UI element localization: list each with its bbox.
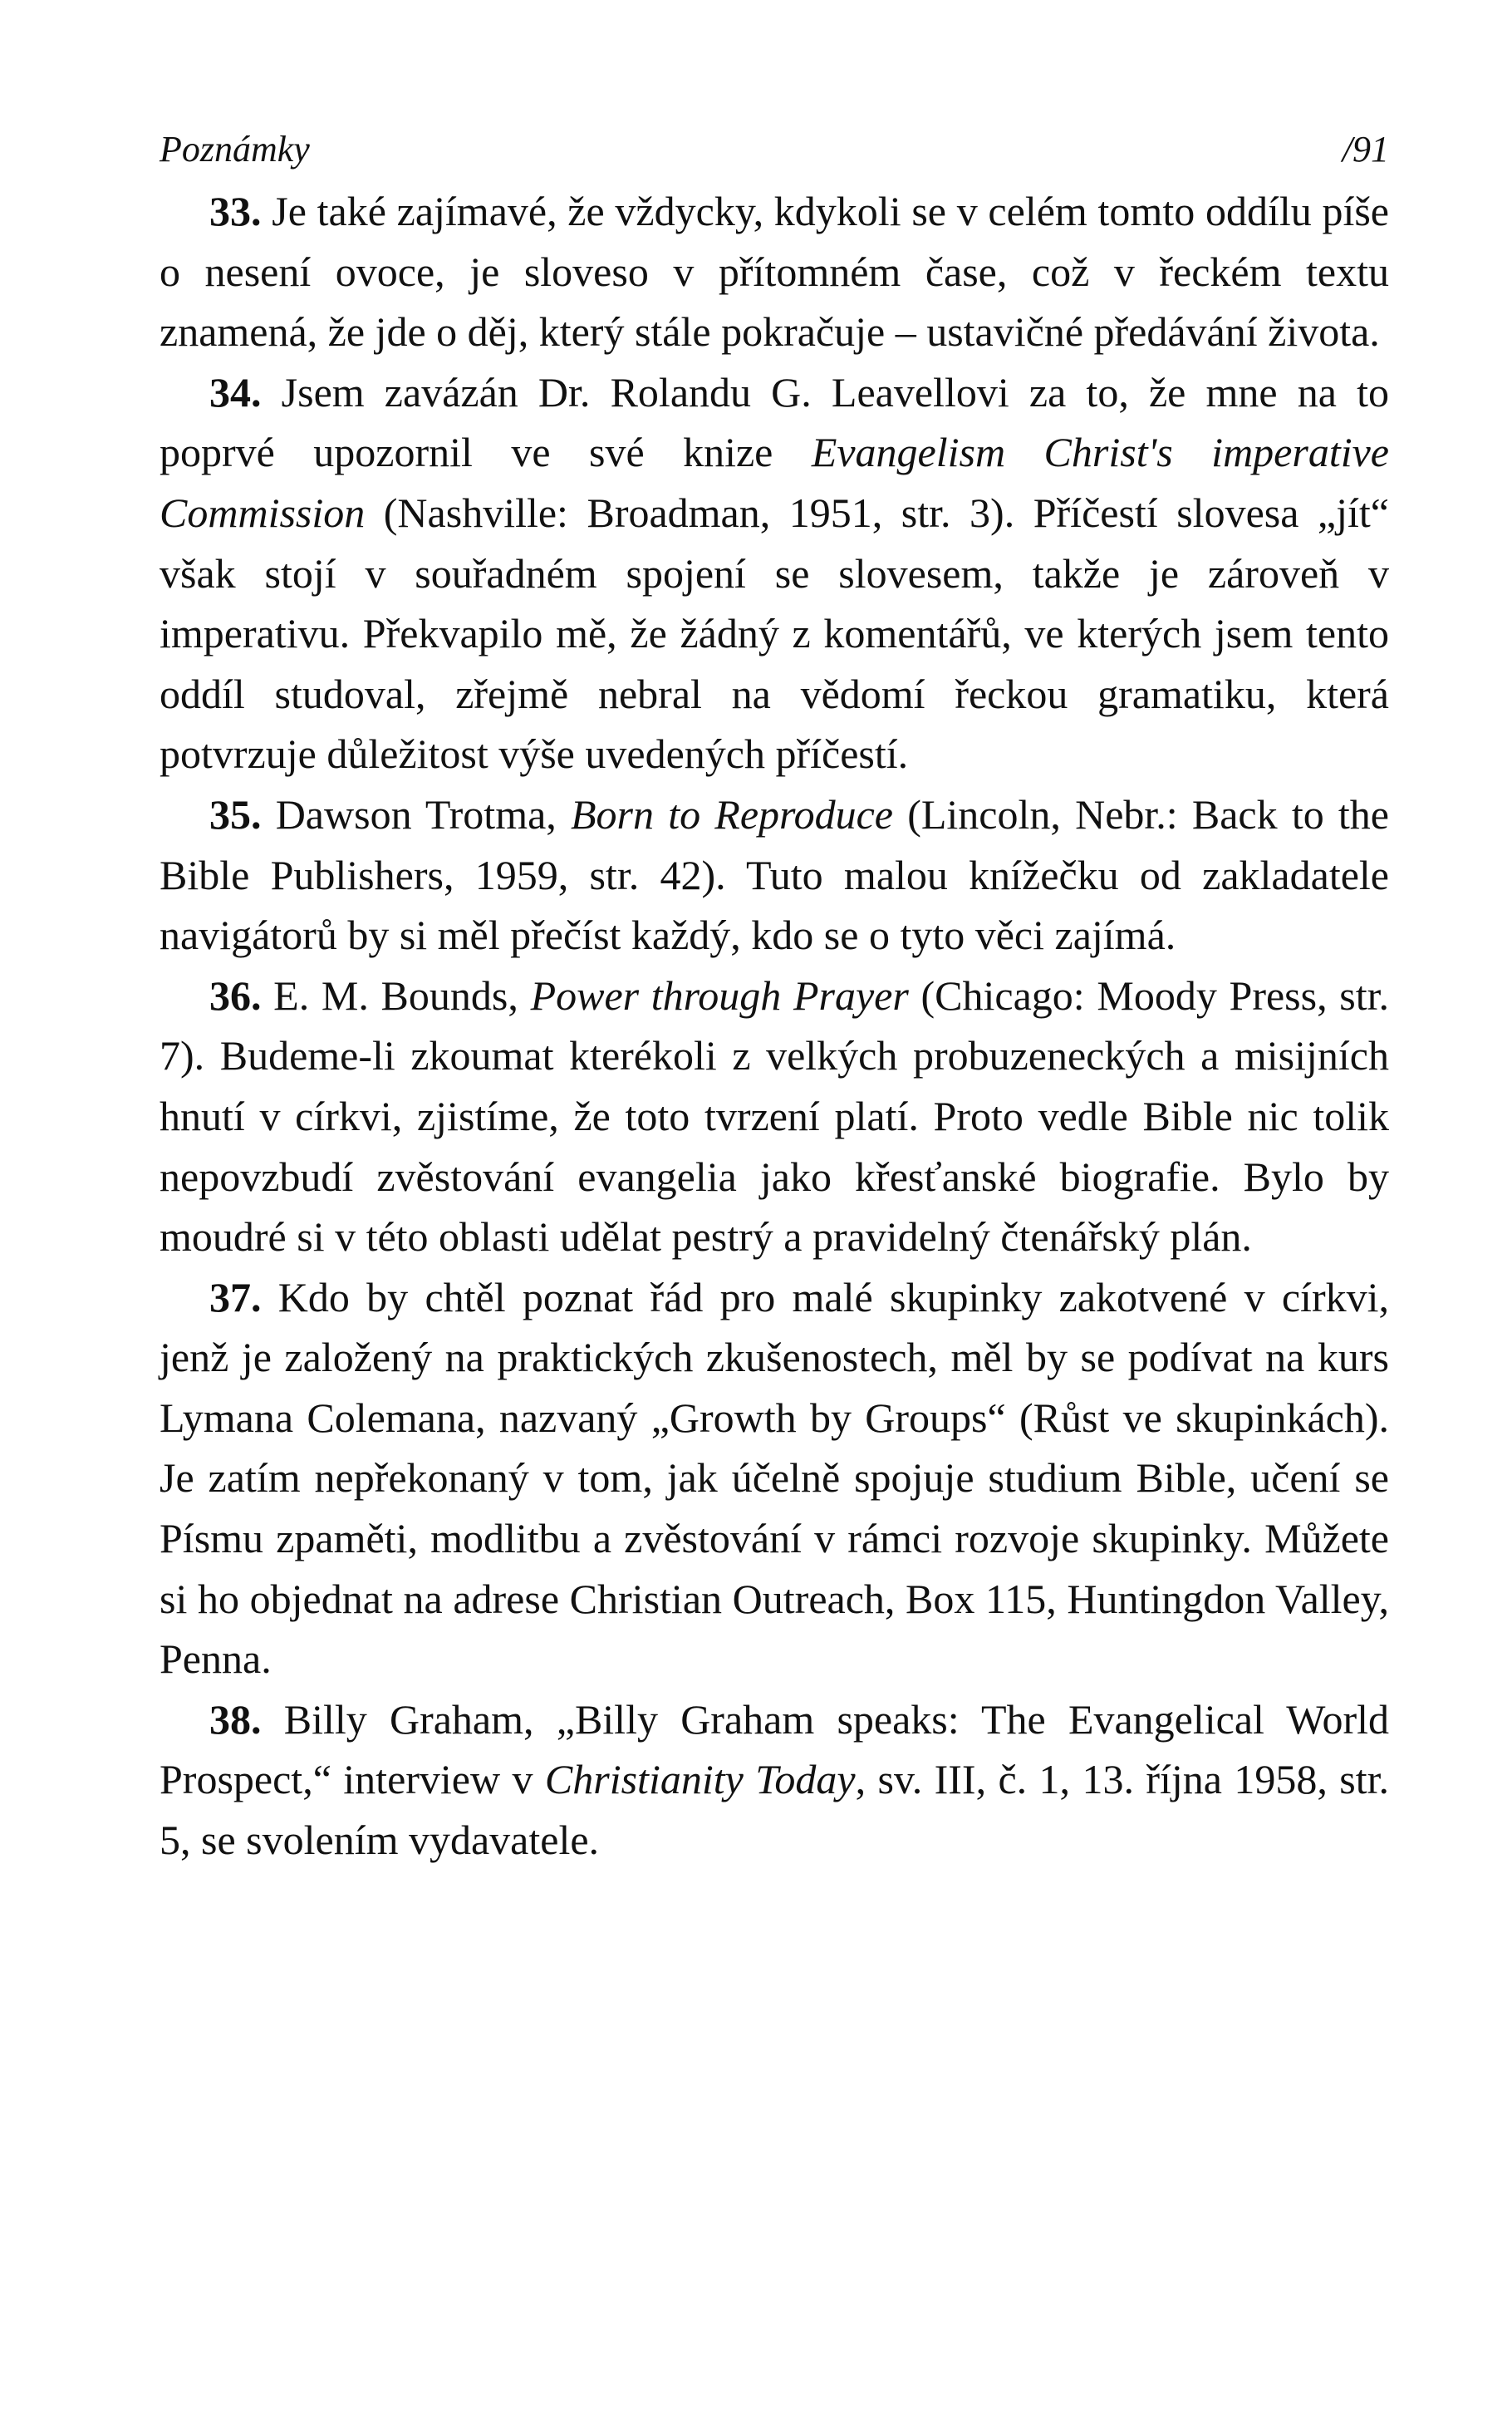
note-text: Jsem zavázán Dr. Rolandu G. Leavellovi za to, že mne na to poprvé upozornil ve své knize [160,368,1389,476]
note-number: 37. [209,1273,262,1320]
note-35 [160,784,1389,966]
note-text: , sv. III, č. 1, 13. října 1958, str. 5, se svolením vydavatele. [160,1756,1390,1864]
notes-list [160,181,1389,1871]
book-title: Power through Prayer [530,971,909,1019]
page-number: /91 [1342,129,1389,170]
note-number: 35. [209,790,262,838]
note-number: 38. [209,1695,262,1743]
note-text: Kdo by chtěl poznat řád pro malé skupinky zakotvené v církvi, jenž je založený na praktických zkušenostech, měl by se podívat na kurs Lymana Colemana, nazvaný „Growth by Groups“ (Růst ve skupinkách). Je zatím nepřekonaný v tom, jak účelně spojuje studium Bible, učení se Písmu zpaměti, modlitbu a zvěstování v rámci rozvoje skupinky. Můžete si ho objednat na adrese Christian Outreach, Box 115, Huntingdon Valley, Penna. [160,1273,1389,1683]
note-text: E. M. Bounds, [261,971,531,1019]
note-text: (Chicago: Moody Press, str. 7). Budeme-li zkoumat kterékoli z velkých probuzeneckých a misijních hnutí v církvi, zjistíme, že toto tvrzení platí. Proto vedle Bible nic tolik nepovzbudí zvěstování evangelia jako křesťanské biografie. Bylo by moudré si v této oblasti udělat pestrý a pravidelný čtenářský plán. [160,971,1390,1261]
note-number: 36. [209,971,262,1019]
note-38 [160,1689,1389,1871]
book-title: Born to Reproduce [570,790,894,838]
note-text: Billy Graham, „Billy Graham speaks: The Evangelical World Prospect,“ interview v [160,1695,1389,1803]
note-text: Dawson Trotma, [261,790,571,838]
note-text: (Nashville: Broadman, 1951, str. 3). Příčestí slovesa „jít“ však stojí v souřadném spojení se slovesem, takže je zároveň v imperativu. Překvapilo mě, že žádný z komentářů, ve kterých jsem tento oddíl studoval, zřejmě nebral na vědomí řeckou gramatiku, která potvrzuje důležitost výše uvedených příčestí. [160,489,1389,778]
note-36 [160,966,1389,1267]
section-title: Poznámky [160,129,310,170]
note-text: (Lincoln, Nebr.: Back to the Bible Publishers, 1959, str. 42). Tuto malou knížečku od zakladatele navigátorů by si měl přečíst každý, kdo se o tyto věci zajímá. [160,790,1389,959]
magazine-title: Christianity Today [544,1756,856,1803]
note-37 [160,1267,1389,1689]
note-text: Je také zajímavé, že vždycky, kdykoli se v celém tomto oddílu píše o nesení ovoce, je sloveso v přítomném čase, což v řeckém textu znamená, že jde o děj, který stále pokračuje – ustavičné předávání života. [160,188,1389,356]
page [160,125,1389,1871]
note-number: 34. [209,368,262,415]
running-head [160,125,1389,175]
note-number: 33. [209,188,262,234]
note-34 [160,362,1389,784]
note-33 [160,181,1389,362]
book-title: Evangelism Christ's imperative Commission [160,429,1389,536]
